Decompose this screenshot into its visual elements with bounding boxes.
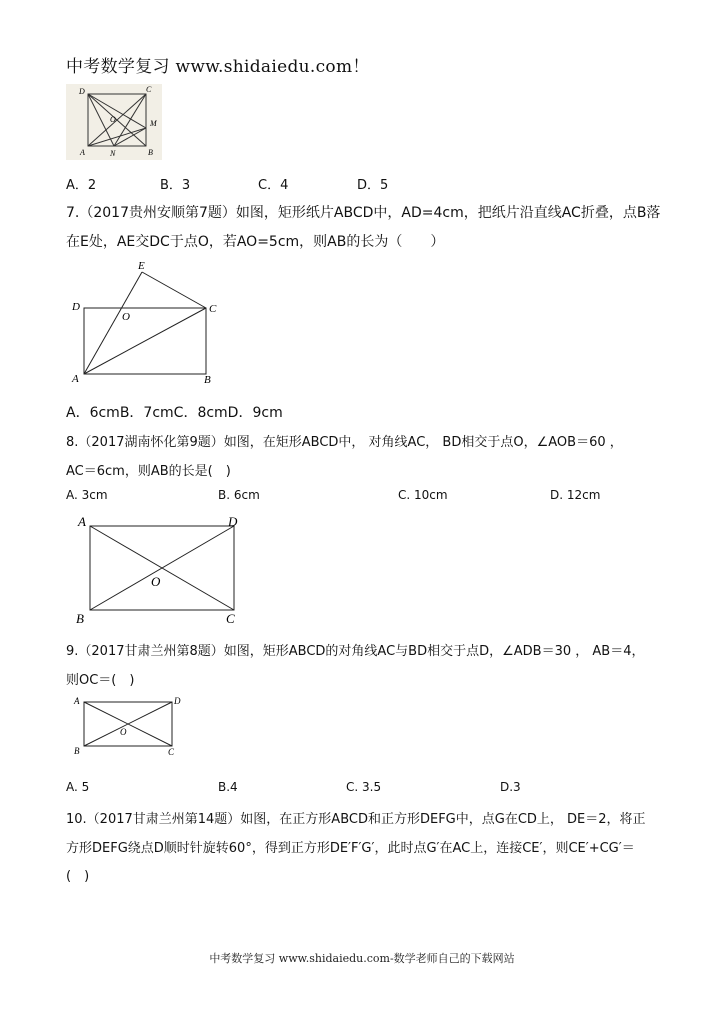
- q10-text-line2: 方形DEFG绕点D顺时针旋转60°，得到正方形DE′F′G′，此时点G′在AC上，连接CE′，则CE′+CG′＝: [66, 841, 635, 856]
- q8-figure: [70, 512, 250, 626]
- q6-label-m: M: [150, 119, 157, 128]
- q7-text-line1: 7.（2017贵州安顺第7题）如图，矩形纸片ABCD中，AD=4cm，把纸片沿直线AC折叠，点B落: [66, 205, 661, 221]
- q6-figure: [66, 84, 162, 160]
- q7-label-c: C: [209, 303, 217, 315]
- q7-label-o: O: [122, 311, 130, 323]
- q7-label-e: E: [138, 260, 145, 272]
- q8-option-a: A. 3cm: [66, 488, 108, 502]
- q7-options: A．6cmB．7cmC．8cmD．9cm: [66, 405, 283, 421]
- q8-text-line1: 8.（2017湖南怀化第9题）如图，在矩形ABCD中， 对角线AC， BD相交于点O，∠AOB＝60 ，: [66, 435, 623, 450]
- q9-text-line2: 则OC＝( ): [66, 673, 135, 688]
- q10-text-line1: 10.（2017甘肃兰州第14题）如图，在正方形ABCD和正方形DEFG中，点G在CD上， DE＝2，将正: [66, 812, 646, 827]
- q9-label-o: O: [120, 727, 127, 737]
- page-footer: 中考数学复习 www.shidaiedu.com-数学老师自己的下载网站: [209, 952, 515, 965]
- q6-option-c: C．4: [258, 178, 289, 193]
- q7-label-b: B: [204, 374, 211, 386]
- q6-option-d: D．5: [357, 178, 389, 193]
- q8-text-line2: AC＝6cm，则AB的长是( ): [66, 464, 231, 479]
- q9-option-c: C. 3.5: [346, 780, 382, 794]
- q7-label-a: A: [72, 373, 79, 385]
- q6-label-o: O: [110, 115, 116, 124]
- q9-text-line1: 9.（2017甘肃兰州第8题）如图，矩形ABCD的对角线AC与BD相交于点D，∠ADB＝30 ， AB＝4，: [66, 644, 645, 659]
- q10-text-line3: ( ): [66, 869, 90, 884]
- q8-option-b: B. 6cm: [218, 488, 260, 502]
- q6-option-b: B．3: [160, 178, 191, 193]
- q8-label-d: D: [228, 514, 238, 529]
- q6-label-d: D: [79, 87, 85, 96]
- page-header: 中考数学复习 www.shidaiedu.com！: [66, 57, 370, 77]
- q9-option-b: B.4: [218, 780, 238, 794]
- q7-figure: [66, 258, 226, 386]
- q6-label-n: N: [110, 149, 116, 158]
- q7-label-d: D: [72, 301, 80, 313]
- q8-label-a: A: [78, 514, 86, 529]
- q9-option-d: D.3: [500, 780, 521, 794]
- q9-label-d: D: [174, 696, 181, 706]
- q6-label-c: C: [146, 85, 152, 94]
- q8-option-c: C. 10cm: [398, 488, 448, 502]
- q9-label-a: A: [74, 696, 80, 706]
- q8-label-b: B: [76, 611, 84, 626]
- q8-option-d: D. 12cm: [550, 488, 601, 502]
- q9-option-a: A. 5: [66, 780, 90, 794]
- q6-label-b: B: [148, 148, 153, 157]
- q9-label-c: C: [168, 747, 175, 757]
- q8-label-o: O: [151, 574, 161, 589]
- q9-figure: [70, 692, 186, 758]
- q7-line-ec: [142, 272, 206, 308]
- q8-label-c: C: [226, 611, 235, 626]
- q6-label-a: A: [80, 148, 85, 157]
- q7-text-line2: 在E处，AE交DC于点O，若AO=5cm，则AB的长为（ ）: [66, 234, 445, 250]
- q6-option-a: A．2: [66, 178, 97, 193]
- q9-label-b: B: [74, 746, 80, 756]
